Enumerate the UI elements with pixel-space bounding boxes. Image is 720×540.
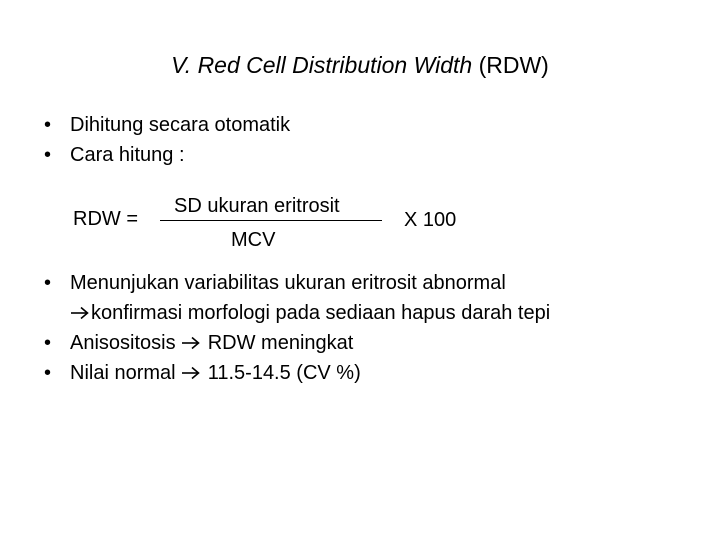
bullet-dot: •: [44, 272, 52, 294]
formula-numerator: SD ukuran eritrosit: [174, 195, 340, 217]
bullet-text-after: 11.5-14.5 (CV %): [202, 362, 361, 384]
fraction-bar: [160, 220, 382, 221]
bullet-text: Dihitung secara otomatik: [70, 114, 291, 136]
bullet-dot: •: [44, 114, 52, 136]
bullet-text: Menunjukan variabilitas ukuran eritrosit abnormal: [70, 272, 506, 294]
formula-lhs: RDW =: [73, 208, 138, 230]
bullet-text-after: RDW meningkat: [202, 332, 354, 354]
bullet-dot: •: [44, 144, 52, 166]
bullet-text-before: Nilai normal: [70, 362, 182, 384]
bullet-dot: •: [44, 362, 52, 384]
bullet-dot: •: [44, 332, 52, 354]
title-abbrev: (RDW): [472, 52, 549, 78]
bullet-text: konfirmasi morfologi pada sediaan hapus darah tepi: [91, 302, 551, 324]
bullet-text-before: Anisositosis: [70, 332, 182, 354]
title-main: V. Red Cell Distribution Width: [171, 52, 473, 78]
bullet-text: Cara hitung :: [70, 144, 185, 166]
formula-denominator: MCV: [231, 229, 276, 251]
formula-multiplier: X 100: [404, 209, 457, 231]
